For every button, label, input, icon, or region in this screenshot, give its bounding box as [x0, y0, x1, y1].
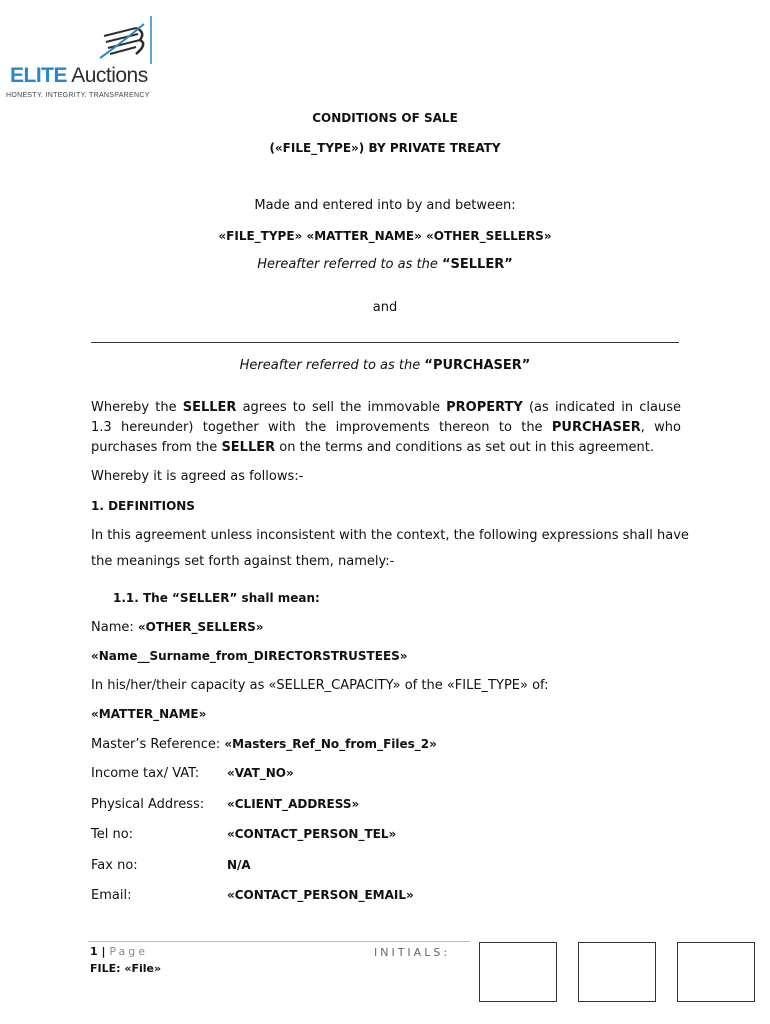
parties-line: «FILE_TYPE» «MATTER_NAME» «OTHER_SELLERS»	[218, 229, 552, 243]
whereby-text: Whereby the	[91, 400, 183, 415]
logo-wordmark	[10, 64, 148, 88]
purchaser-ref-term: “PURCHASER”	[424, 358, 531, 373]
purchaser-reference	[0, 358, 770, 373]
field-value: «CLIENT_ADDRESS»	[227, 797, 360, 811]
logo-brand-part2: Auctions	[67, 64, 148, 87]
seller-name-line	[91, 620, 263, 635]
whereby-term-seller: SELLER	[182, 400, 237, 415]
definitions-text-line2: the meanings set forth against them, namely:-	[91, 554, 395, 569]
and-text: and	[372, 300, 398, 315]
field-label: Tel no:	[91, 827, 134, 842]
definitions-text-line1: In this agreement unless inconsistent with the context, the following expressions shall have	[91, 528, 689, 543]
masters-value: «Masters_Ref_No_from_Files_2»	[224, 737, 437, 751]
directors-field: «Name__Surname_from_DIRECTORSTRUSTEES»	[91, 649, 408, 663]
page-number	[90, 945, 148, 958]
field-label: Email:	[91, 888, 132, 903]
initials-box-2	[578, 942, 656, 1002]
capacity-line: In his/her/their capacity as «SELLER_CAPACITY» of the «FILE_TYPE» of:	[91, 678, 549, 693]
masters-reference-line	[91, 737, 437, 752]
field-label: Physical Address:	[91, 797, 205, 812]
name-value: «OTHER_SELLERS»	[137, 620, 264, 634]
footer-divider	[88, 941, 470, 942]
whereby-text: agrees to sell the immovable	[236, 400, 447, 415]
field-value: N/A	[227, 858, 251, 872]
purchaser-name-blank-line	[91, 342, 679, 343]
initials-box-3	[677, 942, 755, 1002]
intro-text: Made and entered into by and between:	[254, 198, 516, 213]
file-reference: FILE: «File»	[90, 962, 162, 975]
agreed-text: Whereby it is agreed as follows:-	[91, 469, 304, 484]
page-num-value: 1	[90, 945, 98, 958]
page-label: Page	[109, 945, 148, 958]
field-label: Income tax/ VAT:	[91, 766, 200, 781]
field-value: «VAT_NO»	[227, 766, 294, 780]
subsection-seller-heading: 1.1. The “SELLER” shall mean:	[113, 591, 320, 605]
logo-brand-part1: ELITE	[10, 64, 68, 87]
seller-reference	[0, 257, 770, 272]
company-logo	[4, 14, 164, 104]
purchaser-ref-prefix: Hereafter referred to as the	[239, 358, 425, 373]
field-label: Fax no:	[91, 858, 138, 873]
logo-tagline: HONESTY. INTEGRITY. TRANSPARENCY	[6, 92, 150, 99]
matter-name-field: «MATTER_NAME»	[91, 707, 207, 721]
document-title: CONDITIONS OF SALE	[312, 111, 458, 125]
initials-label: INITIALS:	[374, 946, 451, 959]
section-definitions-heading: 1. DEFINITIONS	[91, 499, 195, 513]
whereby-text: (as indicated in clause 1.3 hereunder) together with the improvements thereon to the	[91, 400, 681, 435]
field-value: «CONTACT_PERSON_EMAIL»	[227, 888, 414, 902]
name-label: Name:	[91, 620, 138, 635]
document-subtitle: («FILE_TYPE») BY PRIVATE TREATY	[269, 141, 501, 155]
seller-ref-prefix: Hereafter referred to as the	[257, 257, 442, 272]
whereby-paragraph	[91, 398, 681, 458]
whereby-text: on the terms and conditions as set out in this agreement.	[275, 440, 654, 455]
whereby-text: , who purchases from the	[91, 420, 681, 455]
whereby-term-purchaser: PURCHASER	[551, 420, 641, 435]
whereby-term-property: PROPERTY	[446, 400, 523, 415]
seller-ref-term: “SELLER”	[441, 257, 513, 272]
logo-swoosh-icon	[96, 14, 158, 66]
masters-label: Master’s Reference:	[91, 737, 225, 752]
whereby-term-seller: SELLER	[221, 440, 276, 455]
initials-box-1	[479, 942, 557, 1002]
field-value: «CONTACT_PERSON_TEL»	[227, 827, 397, 841]
page-separator: |	[97, 945, 110, 958]
